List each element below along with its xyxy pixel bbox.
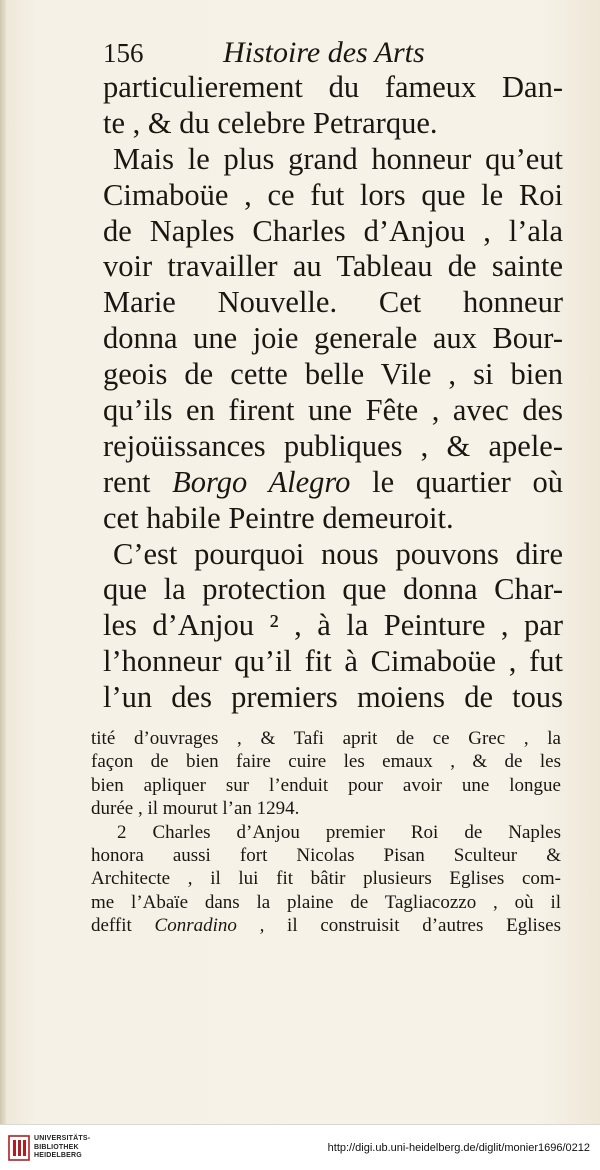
text-fragment: il construisit d’autres Eglises bbox=[287, 915, 561, 937]
note-line: façon de bien faire cuire les emaux , & de les bbox=[91, 751, 561, 773]
library-name-line: HEIDELBERG bbox=[34, 1152, 82, 1159]
page-gutter-shadow bbox=[0, 0, 6, 1124]
text-fragment: deffit bbox=[91, 915, 155, 937]
library-name bbox=[34, 1135, 90, 1161]
note-line: me l’Abaïe dans la plaine de Tagliacozzo , où il bbox=[91, 891, 561, 913]
text-line: que la protection que donna Char- bbox=[103, 572, 563, 607]
text-line: l’honneur qu’il fit à Cimaboüe , fut bbox=[103, 644, 563, 679]
text-line: voir travailler au Tableau de sainte bbox=[103, 249, 563, 284]
text-line: rejoüissances publiques , & apele- bbox=[103, 428, 563, 463]
text-line: Cimaboüe , ce fut lors que le Roi bbox=[103, 177, 563, 212]
viewer-footer bbox=[0, 1124, 600, 1170]
text-line: Mais le plus grand honneur qu’eut bbox=[113, 141, 563, 176]
note-line-with-italic bbox=[91, 914, 561, 937]
note-line: durée , il mourut l’an 1294. bbox=[91, 798, 300, 820]
text-line: C’est pourquoi nous pouvons dire bbox=[113, 536, 563, 571]
permalink-url[interactable]: http://digi.ub.uni-heidelberg.de/diglit/monier1696/0212 bbox=[327, 1142, 590, 1154]
text-line: Marie Nouvelle. Cet honneur bbox=[103, 285, 563, 320]
text-line-with-italic bbox=[103, 465, 563, 501]
text-line: geois de cette belle Vile , si bien bbox=[103, 357, 563, 392]
italic-name: Conradino , bbox=[154, 915, 265, 937]
text-line: te , & du celebre Petrarque. bbox=[103, 105, 438, 140]
note-line: 2 Charles d’Anjou premier Roi de Naples bbox=[117, 821, 561, 843]
main-text bbox=[103, 70, 563, 716]
library-name-line: BIBLIOTHEK bbox=[34, 1143, 79, 1151]
text-line: qu’ils en firent une Fête , avec des bbox=[103, 393, 563, 428]
note-line: honora aussi fort Nicolas Pisan Sculteur & bbox=[91, 844, 561, 866]
italic-place-name: Borgo Alegro bbox=[172, 464, 351, 499]
text-line: de Naples Charles d’Anjou , l’ala bbox=[103, 213, 563, 248]
text-fragment: rent bbox=[103, 464, 173, 499]
text-line: donna une joie generale aux Bour- bbox=[103, 321, 563, 356]
running-title: Histoire des Arts bbox=[223, 36, 425, 69]
text-line: les d’Anjou ² , à la Peinture , par bbox=[103, 608, 563, 643]
footnotes bbox=[91, 727, 561, 938]
note-line: bien apliquer sur l’enduit pour avoir une longue bbox=[91, 774, 561, 796]
text-line: l’un des premiers moiens de tous bbox=[103, 680, 563, 715]
university-library-logo-icon bbox=[8, 1135, 30, 1161]
page-number: 156 bbox=[103, 38, 144, 68]
text-line: cet habile Peintre demeuroit. bbox=[103, 500, 454, 535]
text-line: particulierement du fameux Dan- bbox=[103, 70, 563, 104]
note-line: tité d’ouvrages , & Tafi aprit de ce Grec , la bbox=[91, 728, 561, 749]
library-name-line: UNIVERSITÄTS- bbox=[34, 1135, 91, 1142]
text-fragment: le quartier où bbox=[372, 464, 563, 499]
note-line: Architecte , il lui fit bâtir plusieurs Eglises com- bbox=[91, 868, 561, 890]
